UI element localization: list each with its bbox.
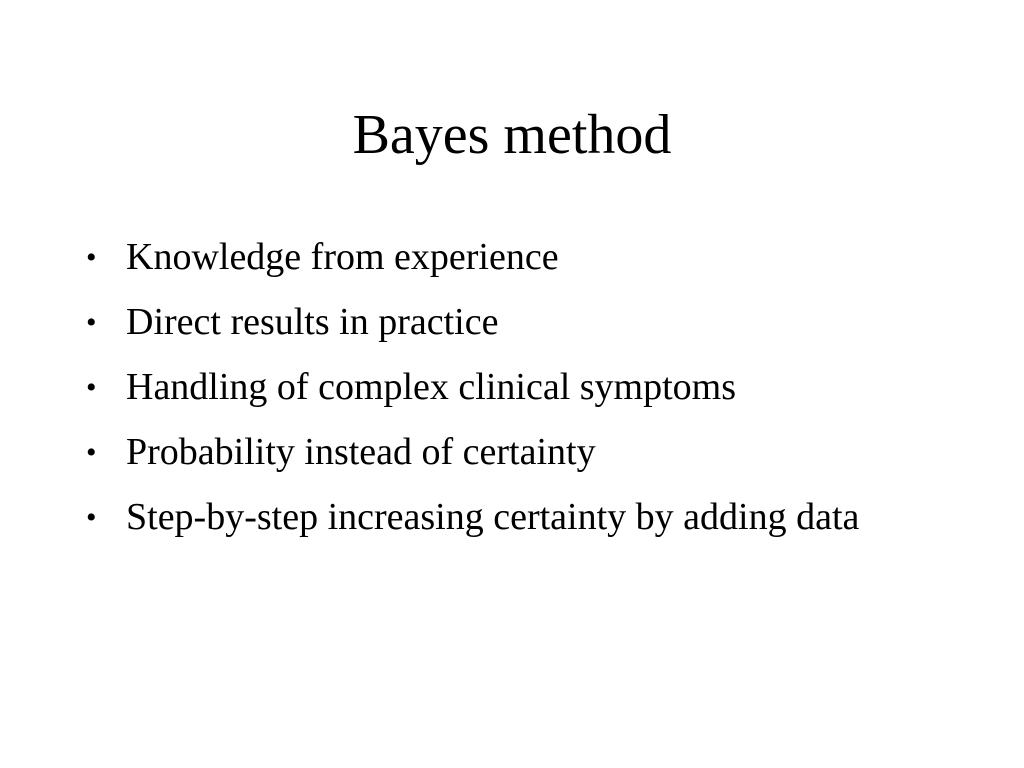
bullet-icon: • <box>86 371 97 404</box>
bullet-item <box>86 362 946 413</box>
bullet-icon: • <box>86 501 97 534</box>
bullet-item <box>86 232 946 283</box>
bullet-icon: • <box>86 436 97 469</box>
bullet-text: Step-by-step increasing certainty by adding data <box>126 496 860 538</box>
bullet-item <box>86 297 946 348</box>
slide-title: Bayes method <box>352 104 672 166</box>
bullet-text: Probability instead of certainty <box>126 431 596 473</box>
bullet-text: Knowledge from experience <box>126 236 559 278</box>
bullet-text: Direct results in practice <box>126 301 499 343</box>
bullet-item <box>86 427 946 478</box>
bullet-icon: • <box>86 241 97 274</box>
bullet-item <box>86 492 946 543</box>
bullet-list <box>86 232 946 557</box>
bullet-icon: • <box>86 306 97 339</box>
bullet-text: Handling of complex clinical symptoms <box>126 366 737 408</box>
